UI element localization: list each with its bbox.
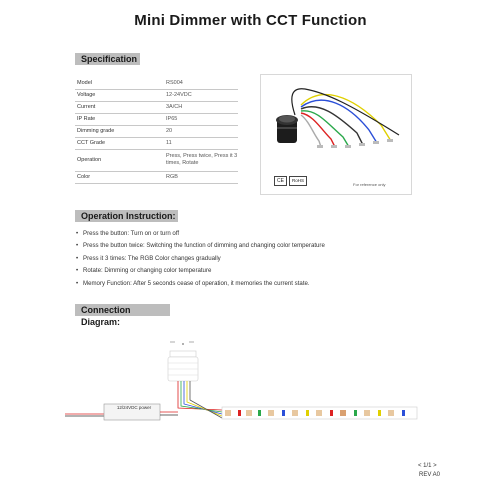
spec-value: 3A/CH xyxy=(164,101,238,113)
power-supply-label: 12/24VDC power xyxy=(116,405,152,410)
product-photo xyxy=(260,74,412,195)
page-number: < 1/1 > xyxy=(418,463,437,469)
connection-diagram xyxy=(60,330,420,430)
spec-row xyxy=(75,89,238,101)
spec-key: Dimming grade xyxy=(75,125,164,137)
page-title: Mini Dimmer with CCT Function xyxy=(134,12,367,29)
spec-row xyxy=(75,101,238,113)
operation-list xyxy=(76,228,325,290)
list-item: • Press it 3 times: The RGB Color changes gradually xyxy=(76,254,221,262)
ce-mark: CE xyxy=(274,176,287,186)
spec-row xyxy=(75,171,238,183)
spec-value: IP65 xyxy=(164,113,238,125)
revision-label: REV A0 xyxy=(419,472,441,478)
specification-table xyxy=(75,77,238,184)
spec-value: RGB xyxy=(164,171,238,183)
operation-heading: Operation Instruction: xyxy=(75,210,178,222)
spec-key: Current xyxy=(75,101,164,113)
cert-marks xyxy=(274,176,307,186)
spec-row xyxy=(75,77,238,89)
spec-value: 11 xyxy=(164,137,238,149)
spec-value: 20 xyxy=(164,125,238,137)
connection-heading: Connection Diagram: xyxy=(75,304,170,316)
spec-key: CCT Grade xyxy=(75,137,164,149)
list-item: • Press the button: Turn on or turn off xyxy=(76,230,180,237)
photo-caption: For reference only xyxy=(353,182,386,187)
list-item: • Rotate: Dimming or changing color temperature xyxy=(76,267,212,275)
spec-key: Color xyxy=(75,171,164,183)
spec-row xyxy=(75,125,238,137)
spec-row xyxy=(75,137,238,149)
list-item: • Press the button twice: Switching the function of dimming and changing color temperature xyxy=(76,242,325,250)
spec-value: RS004 xyxy=(164,77,238,89)
spec-row xyxy=(75,149,238,171)
spec-value: Press, Press twice, Press it 3 times, Rotate xyxy=(164,149,238,171)
spec-row xyxy=(75,113,238,125)
spec-key: Operation xyxy=(75,149,164,171)
spec-key: IP Rate xyxy=(75,113,164,125)
spec-key: Model xyxy=(75,77,164,89)
spec-value: 12-24VDC xyxy=(164,89,238,101)
specification-heading: Specification xyxy=(75,53,140,65)
spec-key: Voltage xyxy=(75,89,164,101)
list-item: • Memory Function: After 5 seconds cease of operation, it memories the current state. xyxy=(76,279,310,287)
rohs-mark: RoHS xyxy=(289,176,307,186)
